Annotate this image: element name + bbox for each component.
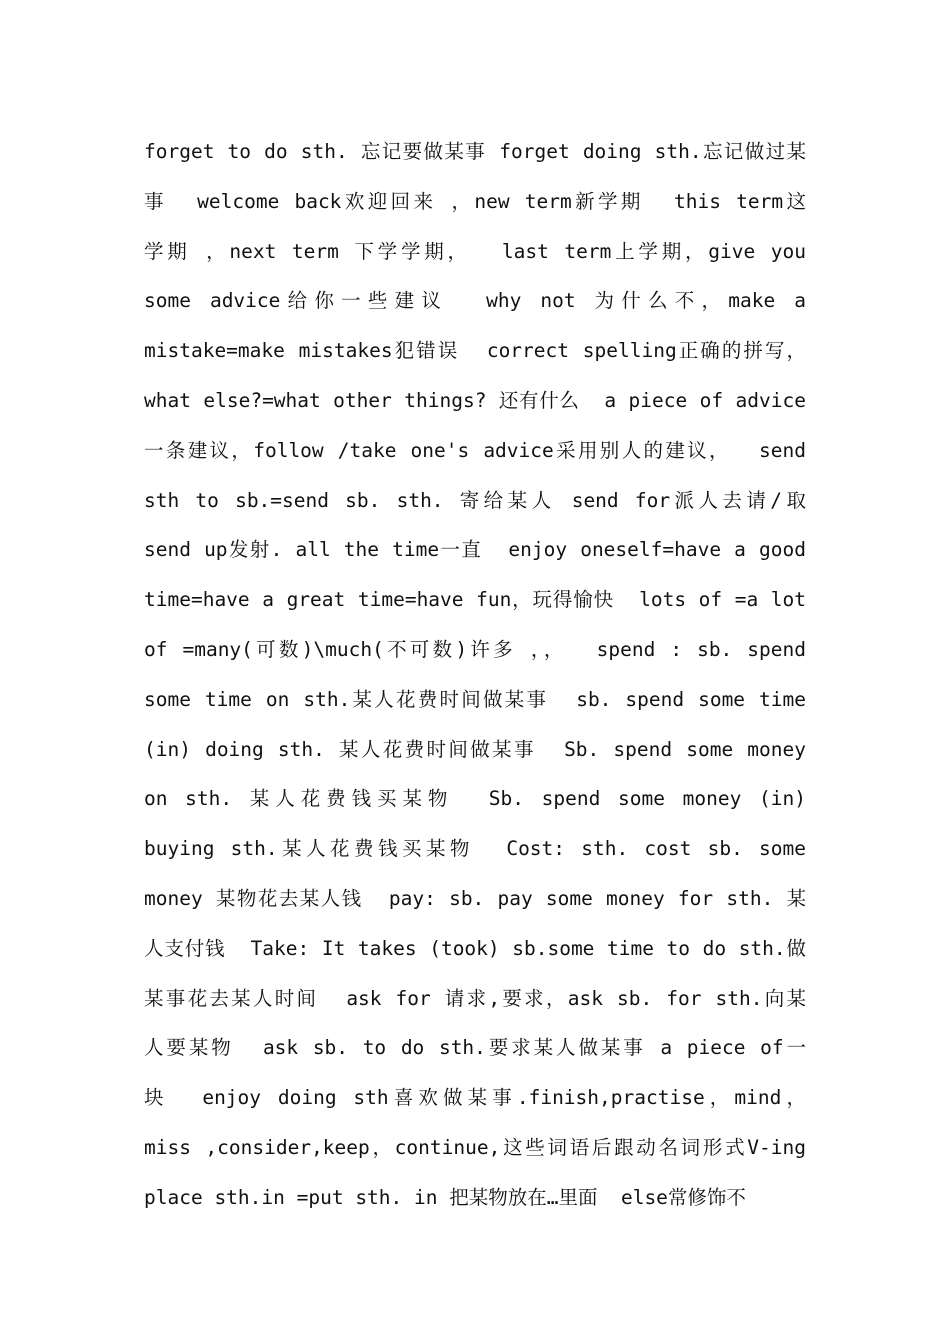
text-line-4: some advice给你一些建议 why not 为什么不，make a [144,289,806,313]
text-line-6: what else?=what other things? 还有什么 a piece of advice [144,388,806,412]
text-line-15: buying sth.某人花费钱买某物 Cost: sth. cost sb. some [144,837,806,861]
text-line-8: sth to sb.=send sb. sth. 寄给某人 send for派人去请/取 [144,488,806,512]
text-line-11: of =many(可数)\much(不可数)许多 ，， spend : sb. spend [144,637,806,661]
text-line-5: mistake=make mistakes犯错误 correct spelling正确的拼写， [144,339,806,363]
text-line-13: (in) doing sth. 某人花费时间做某事 Sb. spend some money [144,737,806,761]
text-line-2: 事 welcome back欢迎回来 ，new term新学期 this term这 [144,189,806,213]
text-line-17: 人支付钱 Take: It takes (took) sb.some time to do sth.做 [144,936,806,960]
text-line-7: 一条建议，follow /take one's advice采用别人的建议， send [144,438,806,462]
text-line-20: 块 enjoy doing sth喜欢做某事.finish,practise，mind， [144,1086,806,1110]
text-line-16: money 某物花去某人钱 pay: sb. pay some money for sth. 某 [144,886,806,910]
text-line-21: miss ,consider,keep，continue,这些词语后跟动名词形式V-ing [144,1135,806,1159]
text-line-1: forget to do sth. 忘记要做某事 forget doing sth.忘记做过某 [144,140,806,163]
text-line-18: 某事花去某人时间 ask for 请求,要求，ask sb. for sth.向某 [144,986,806,1010]
text-line-3: 学期 ，next term 下学学期， last term上学期，give you [144,239,806,263]
text-line-9: send up发射. all the time一直 enjoy oneself=have a good [144,538,806,562]
text-line-19: 人要某物 ask sb. to do sth.要求某人做某事 a piece of一 [144,1036,806,1060]
text-line-10: time=have a great time=have fun，玩得愉快 lots of =a lot [144,588,806,612]
text-line-22: place sth.in =put sth. in 把某物放在…里面 else常修饰不 [144,1185,746,1209]
text-line-12: some time on sth.某人花费时间做某事 sb. spend some time [144,687,806,711]
document-body [144,127,806,1223]
text-line-14: on sth. 某人花费钱买某物 Sb. spend some money (in) [144,787,806,811]
